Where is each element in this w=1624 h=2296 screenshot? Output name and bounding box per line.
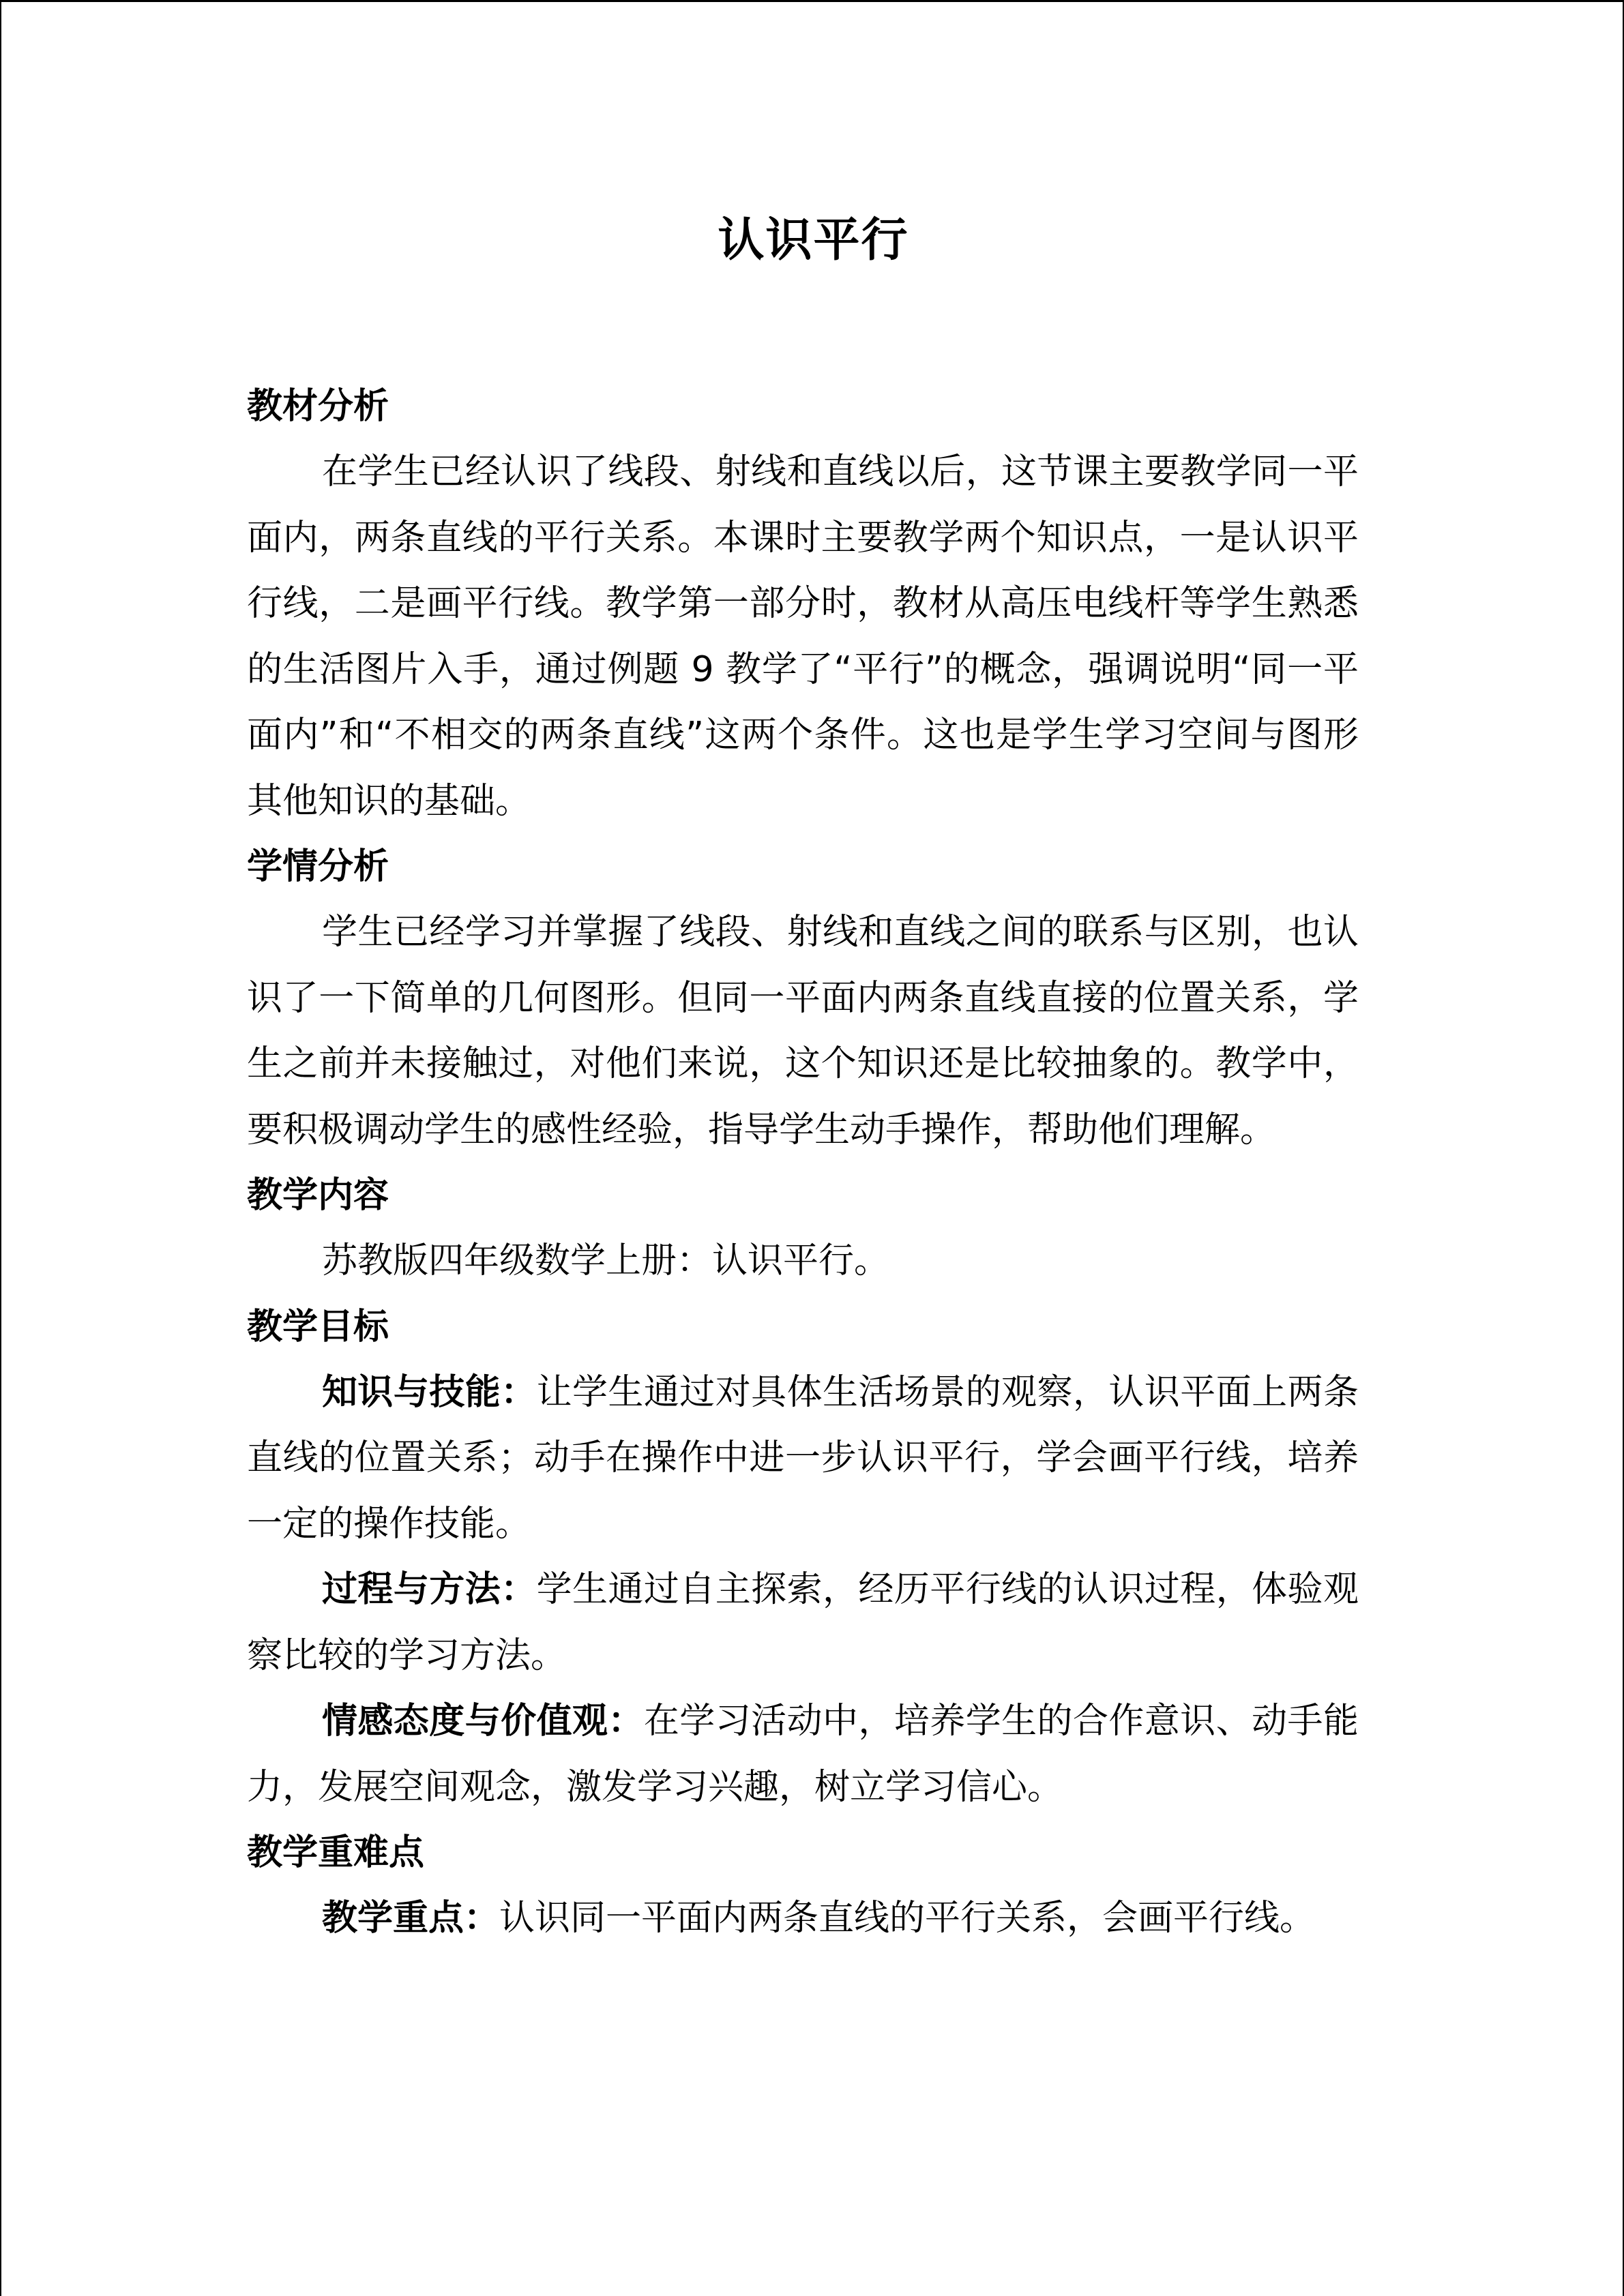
goal-knowledge-text: 让学生通过对具体生活场景的观察，认识平面上两条直线的位置关系；动手在操作中进一步认识平行，学会画平行线，培养一定的操作技能。: [247, 1371, 1359, 1545]
goal-process-lead: 过程与方法：: [322, 1569, 537, 1610]
paragraph-materials: 在学生已经认识了线段、射线和直线以后，这节课主要教学同一平面内，两条直线的平行关系。本课时主要教学两个知识点，一是认识平行线，二是画平行线。教学第一部分时，教材从高压电线杆等学生熟悉的生活图片入手，通过例题 9 教学了“平行”的概念，强调说明“同一平面内”和“不相交的两条直线”这两个条件。这也是学生学习空间与图形其他知识的基础。: [247, 451, 1359, 822]
goal-knowledge-lead: 知识与技能：: [322, 1371, 537, 1413]
section-heading-keypoints: 教学重难点: [247, 1832, 425, 1873]
document-title: 认识平行: [718, 213, 909, 267]
paragraph-goal-emotion: [247, 1688, 1359, 1820]
goal-emotion-text: 在学习活动中，培养学生的合作意识、动手能力，发展空间观念，激发学习兴趣，树立学习信心。: [247, 1701, 1359, 1808]
document-body: [247, 374, 1359, 1952]
paragraph-goal-knowledge: [247, 1360, 1359, 1557]
paragraph-content: 苏教版四年级数学上册：认识平行。: [322, 1240, 890, 1281]
focus-text: 认识同一平面内两条直线的平行关系，会画平行线。: [499, 1898, 1316, 1939]
section-heading-students: 学情分析: [247, 846, 389, 887]
focus-lead: 教学重点：: [322, 1898, 500, 1939]
goal-emotion-lead: 情感态度与价值观：: [322, 1701, 644, 1742]
paragraph-goal-process: [247, 1557, 1359, 1688]
section-heading-materials: 教材分析: [247, 386, 389, 427]
paragraph-students: 学生已经学习并掌握了线段、射线和直线之间的联系与区别，也认识了一下简单的几何图形。但同一平面内两条直线直接的位置关系，学生之前并未接触过，对他们来说，这个知识还是比较抽象的。教学中，要积极调动学生的感性经验，指导学生动手操作，帮助他们理解。: [247, 912, 1359, 1150]
section-heading-content: 教学内容: [247, 1175, 389, 1216]
paragraph-focus: [247, 1885, 1359, 1952]
goal-process-text: 学生通过自主探索，经历平行线的认识过程，体验观察比较的学习方法。: [247, 1569, 1359, 1676]
section-heading-goals: 教学目标: [247, 1306, 389, 1347]
